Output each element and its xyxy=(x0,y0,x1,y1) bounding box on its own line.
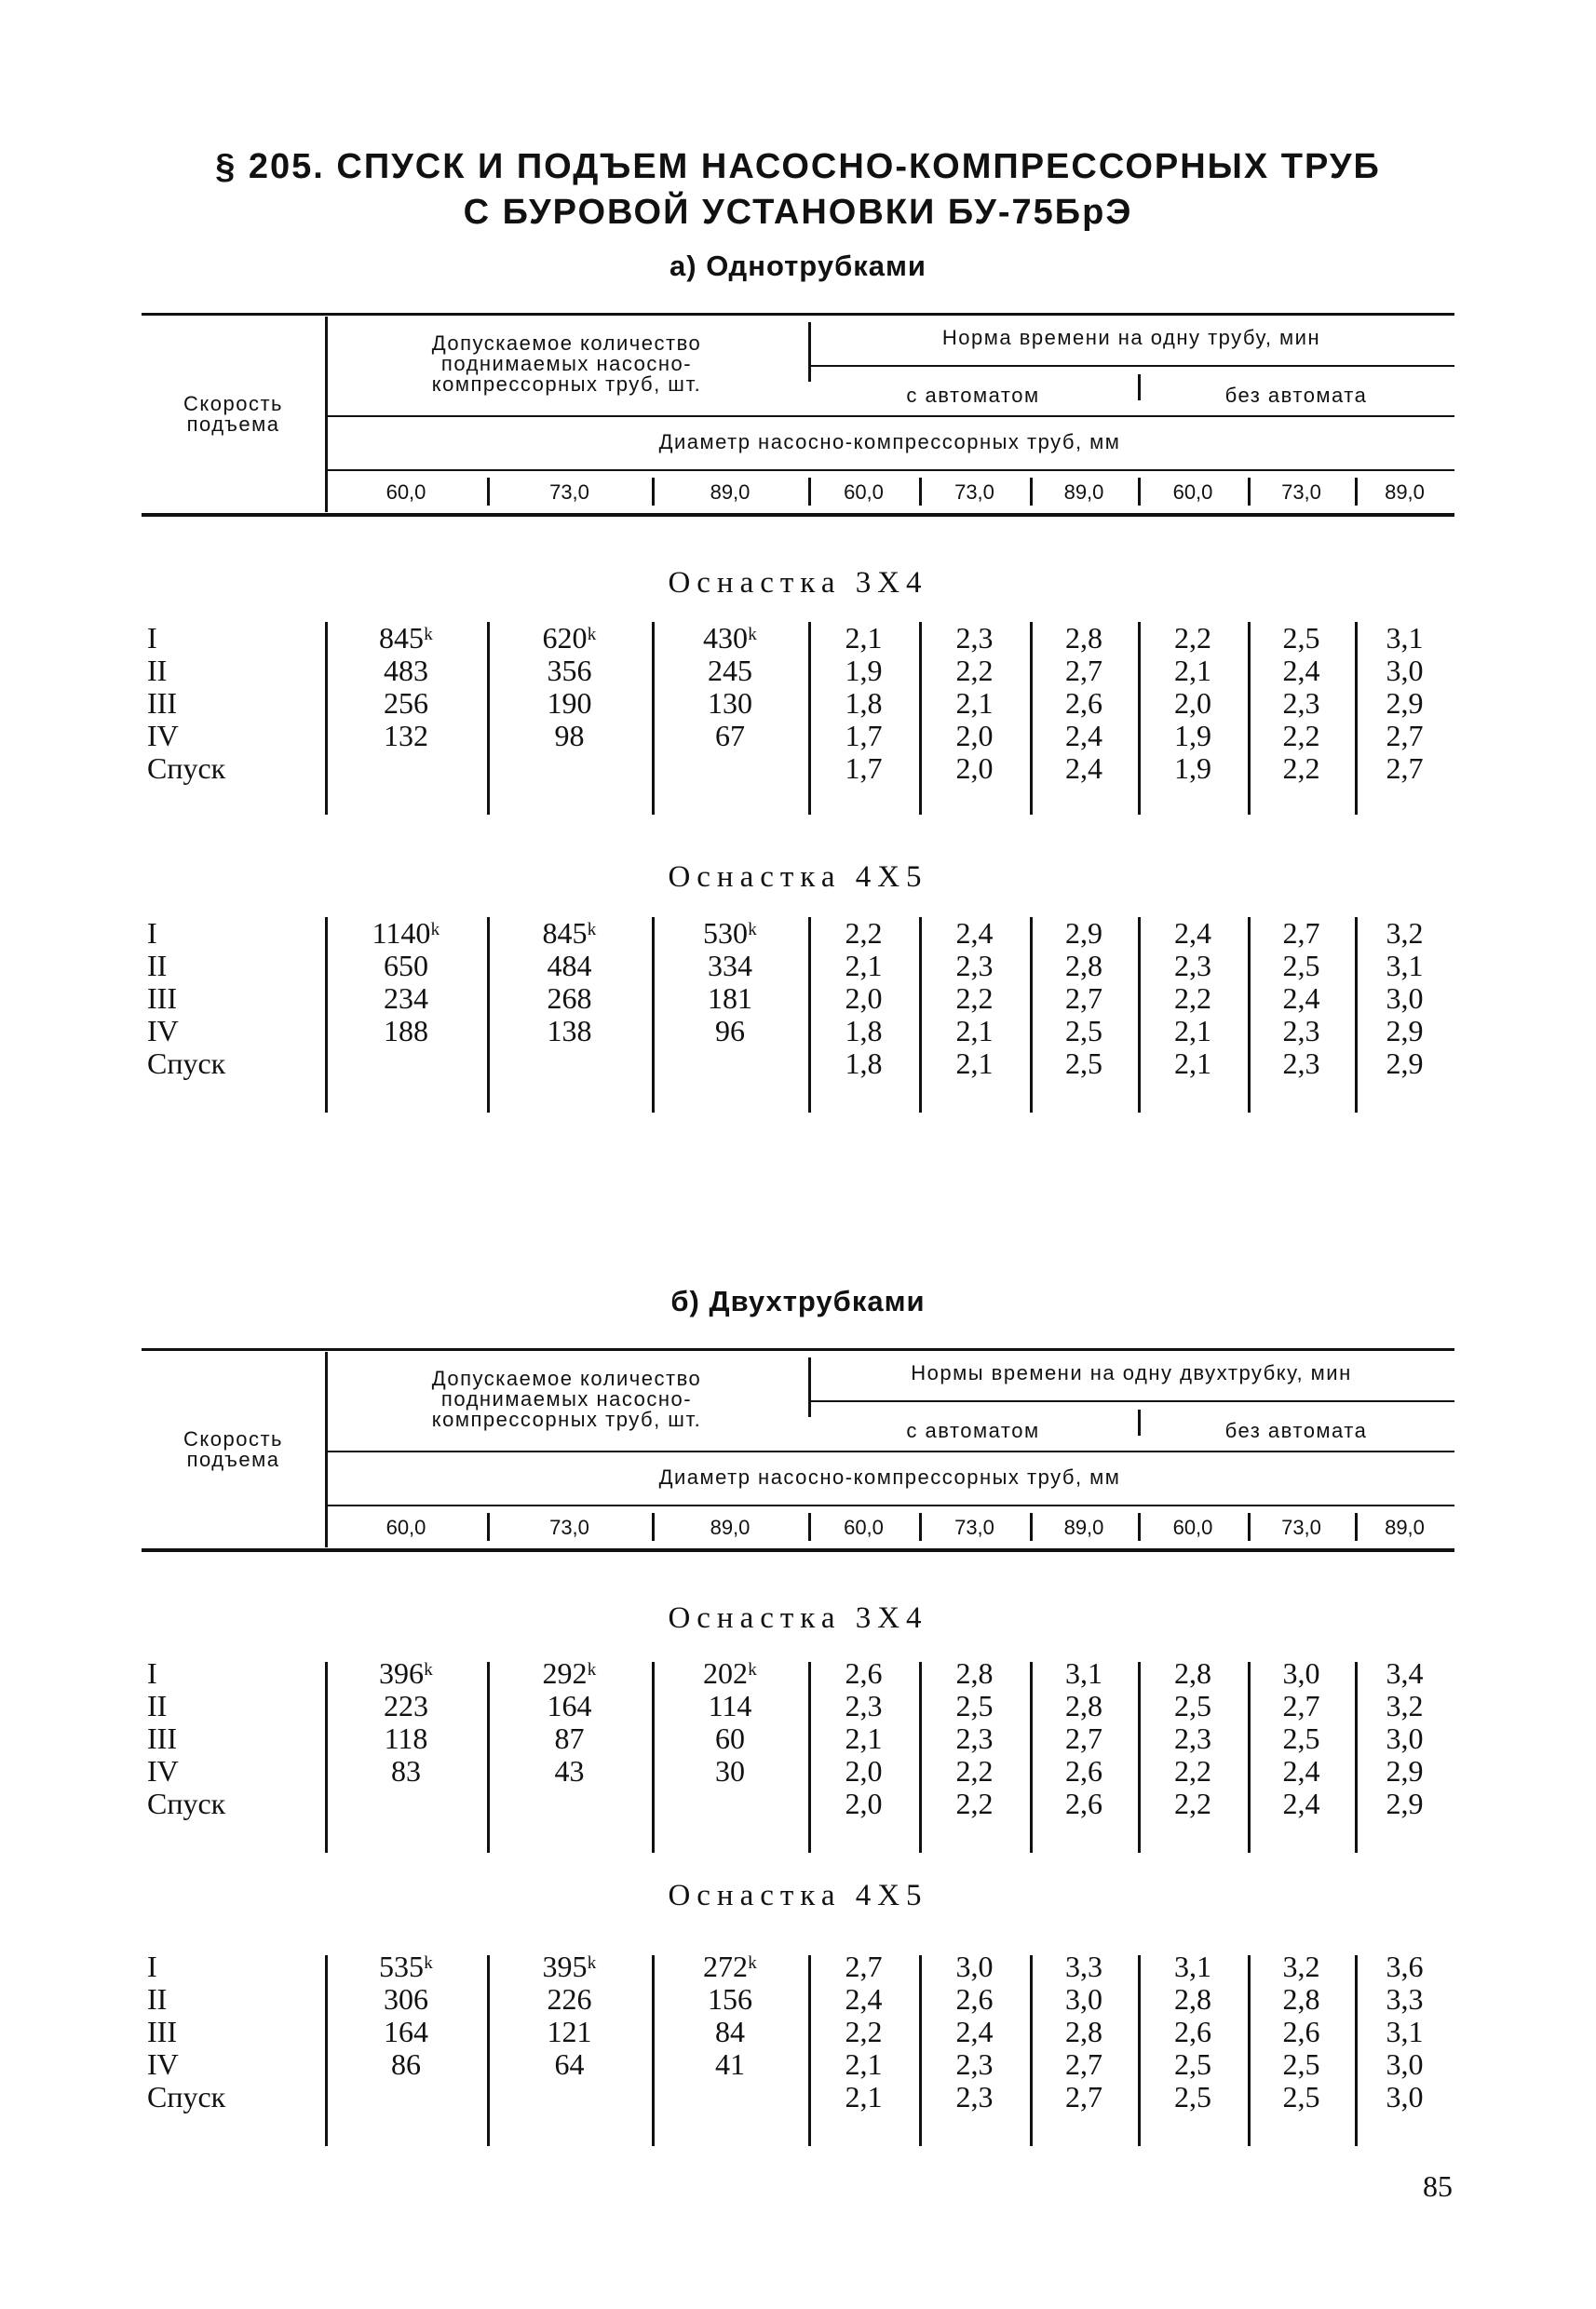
data-cell: 3,1 xyxy=(1386,2015,1424,2048)
header-norm: Норма времени на одну трубу, мин xyxy=(941,326,1321,349)
header-with-auto: с автоматом xyxy=(906,1419,1040,1442)
data-cell: 292ᵏ xyxy=(542,1656,597,1690)
section-title: Оснастка 4X5 xyxy=(668,1879,928,1912)
header-norm: Нормы времени на одну двухтрубку, мин xyxy=(911,1361,1352,1384)
data-cell: 845ᵏ xyxy=(542,916,597,950)
header-sub-rule xyxy=(325,415,1454,417)
data-cell: 3,0 xyxy=(1065,1982,1102,2016)
header-top-rule xyxy=(142,313,1454,316)
data-cell: 3,1 xyxy=(1386,621,1424,655)
data-cell: 3,3 xyxy=(1386,1982,1424,2016)
data-cell: 2,4 xyxy=(955,2015,994,2048)
data-cell: 2,3 xyxy=(1174,1722,1211,1755)
data-cell: 1,9 xyxy=(1174,751,1211,785)
header-diameter: Диаметр насосно-компрессорных труб, мм xyxy=(658,1465,1121,1489)
data-cell: 41 xyxy=(715,2047,745,2081)
data-cell: 3,4 xyxy=(1386,1656,1424,1690)
data-cell: 2,5 xyxy=(1174,1689,1211,1722)
data-cell: 2,7 xyxy=(1065,654,1102,687)
data-cell: 2,5 xyxy=(1174,2047,1211,2081)
data-cell: 2,7 xyxy=(1386,751,1424,785)
header-diameter-value: 89,0 xyxy=(710,480,751,504)
header-diameter-value: 89,0 xyxy=(710,1516,751,1539)
data-cell: 83 xyxy=(391,1754,421,1788)
data-cell: 430ᵏ xyxy=(702,621,758,655)
row-label: Спуск xyxy=(147,1046,226,1080)
section-title: Оснастка 3X4 xyxy=(668,566,928,600)
data-cell: 226 xyxy=(547,1982,592,2016)
data-cell: 2,1 xyxy=(1174,1046,1211,1080)
data-cell: 2,8 xyxy=(955,1656,994,1690)
data-cell: 2,5 xyxy=(1282,2047,1320,2081)
header-sub-rule xyxy=(325,1451,1454,1452)
header-speed: Скорость xyxy=(183,1427,283,1451)
header-diameter-value: 73,0 xyxy=(549,1516,589,1539)
data-cell: 202ᵏ xyxy=(702,1656,758,1690)
data-cell: 2,5 xyxy=(1282,949,1320,982)
data-cell: 3,0 xyxy=(1386,2047,1424,2081)
data-cell: 3,0 xyxy=(1386,654,1424,687)
data-cell: 2,1 xyxy=(845,2080,883,2113)
data-cell: 2,4 xyxy=(1282,1787,1320,1820)
data-cell: 2,3 xyxy=(1282,1046,1320,1080)
data-cell: 2,1 xyxy=(845,1722,883,1755)
data-cell: 2,0 xyxy=(955,719,994,752)
data-cell: 306 xyxy=(384,1982,428,2016)
data-cell: 2,8 xyxy=(1065,1689,1102,1722)
data-cell: 2,5 xyxy=(1282,621,1320,655)
header-sub-rule xyxy=(325,469,1454,471)
data-cell: 2,9 xyxy=(1386,1014,1424,1047)
header-sub-rule xyxy=(808,1400,1454,1402)
header-allowed: Допускаемое количество xyxy=(431,1367,702,1390)
data-cell: 2,4 xyxy=(845,1982,883,2016)
row-label: III xyxy=(147,686,177,720)
row-label: III xyxy=(147,981,177,1015)
row-label: II xyxy=(147,1982,168,2016)
data-cell: 2,8 xyxy=(1174,1656,1211,1690)
data-cell: 2,2 xyxy=(845,916,883,950)
row-label: II xyxy=(147,949,168,982)
header-diameter-value: 60,0 xyxy=(385,1516,426,1539)
data-cell: 2,1 xyxy=(1174,654,1211,687)
data-cell: 1,8 xyxy=(845,686,883,720)
data-cell: 396ᵏ xyxy=(378,1656,434,1690)
data-cell: 2,1 xyxy=(955,1014,994,1047)
data-cell: 2,6 xyxy=(1065,1754,1102,1788)
data-cell: 164 xyxy=(384,2015,428,2048)
row-label: II xyxy=(147,654,168,687)
data-cell: 2,2 xyxy=(955,1787,994,1820)
data-cell: 2,3 xyxy=(955,621,994,655)
data-cell: 60 xyxy=(715,1722,745,1755)
data-cell: 2,7 xyxy=(1065,981,1102,1015)
data-cell: 3,0 xyxy=(1282,1656,1320,1690)
header-allowed: компрессорных труб, шт. xyxy=(431,372,702,396)
data-cell: 84 xyxy=(715,2015,745,2048)
header-diameter-value: 73,0 xyxy=(549,480,589,504)
data-cell: 2,2 xyxy=(955,981,994,1015)
data-cell: 2,2 xyxy=(1282,751,1320,785)
header-bottom-rule xyxy=(142,513,1454,517)
data-cell: 132 xyxy=(384,719,428,752)
data-cell: 2,6 xyxy=(1174,2015,1211,2048)
data-cell: 2,1 xyxy=(845,949,883,982)
data-cell: 3,1 xyxy=(1065,1656,1102,1690)
data-cell: 395ᵏ xyxy=(542,1950,597,1983)
data-cell: 118 xyxy=(384,1722,428,1755)
data-cell: 484 xyxy=(547,949,592,982)
data-cell: 3,2 xyxy=(1386,1689,1424,1722)
data-cell: 845ᵏ xyxy=(378,621,434,655)
data-cell: 530ᵏ xyxy=(702,916,758,950)
data-cell: 2,3 xyxy=(955,2080,994,2113)
data-cell: 164 xyxy=(547,1689,592,1722)
data-cell: 3,1 xyxy=(1174,1950,1211,1983)
data-cell: 2,7 xyxy=(1282,916,1320,950)
data-cell: 2,0 xyxy=(845,981,883,1015)
data-cell: 2,6 xyxy=(845,1656,883,1690)
data-cell: 2,9 xyxy=(1386,1046,1424,1080)
data-cell: 1140ᵏ xyxy=(372,916,440,950)
data-cell: 483 xyxy=(384,654,428,687)
data-cell: 2,7 xyxy=(845,1950,883,1983)
data-cell: 2,7 xyxy=(1065,2047,1102,2081)
data-cell: 98 xyxy=(554,719,585,752)
data-cell: 2,9 xyxy=(1065,916,1102,950)
data-cell: 1,9 xyxy=(1174,719,1211,752)
data-cell: 2,8 xyxy=(1282,1982,1320,2016)
data-cell: 3,2 xyxy=(1386,916,1424,950)
header-without-auto: без автомата xyxy=(1224,1419,1368,1442)
section-title: Оснастка 4X5 xyxy=(668,860,928,894)
data-cell: 268 xyxy=(547,981,592,1015)
data-cell: 2,8 xyxy=(1174,1982,1211,2016)
data-cell: 1,8 xyxy=(845,1046,883,1080)
data-cell: 156 xyxy=(708,1982,752,2016)
data-cell: 2,6 xyxy=(1065,1787,1102,1820)
table-subtitle: б) Двухтрубками xyxy=(670,1285,926,1317)
row-label: IV xyxy=(147,2047,179,2081)
data-cell: 2,3 xyxy=(955,1722,994,1755)
data-cell: 3,6 xyxy=(1386,1950,1424,1983)
data-cell: 535ᵏ xyxy=(378,1950,434,1983)
data-cell: 2,5 xyxy=(955,1689,994,1722)
data-cell: 2,1 xyxy=(955,686,994,720)
data-cell: 2,0 xyxy=(955,751,994,785)
row-label: IV xyxy=(147,1754,179,1788)
data-cell: 3,2 xyxy=(1282,1950,1320,1983)
header-sub-rule xyxy=(808,365,1454,367)
header-top-rule xyxy=(142,1348,1454,1351)
header-diameter-value: 60,0 xyxy=(844,1516,884,1539)
header-speed: подъема xyxy=(186,412,280,436)
header-diameter-value: 60,0 xyxy=(844,480,884,504)
data-cell: 2,0 xyxy=(1174,686,1211,720)
page-number: 85 xyxy=(1423,2169,1453,2203)
data-cell: 2,8 xyxy=(1065,621,1102,655)
header-diameter-value: 73,0 xyxy=(954,1516,994,1539)
data-cell: 2,3 xyxy=(1174,949,1211,982)
data-cell: 2,1 xyxy=(845,2047,883,2081)
data-cell: 87 xyxy=(554,1722,585,1755)
data-cell: 2,1 xyxy=(1174,1014,1211,1047)
row-label: I xyxy=(147,1950,157,1983)
data-cell: 356 xyxy=(547,654,592,687)
header-bottom-rule xyxy=(142,1548,1454,1552)
data-cell: 2,2 xyxy=(1282,719,1320,752)
data-cell: 2,5 xyxy=(1282,1722,1320,1755)
header-speed: подъема xyxy=(186,1448,280,1471)
data-cell: 2,7 xyxy=(1386,719,1424,752)
header-allowed: компрессорных труб, шт. xyxy=(431,1408,702,1431)
data-cell: 1,8 xyxy=(845,1014,883,1047)
data-cell: 1,7 xyxy=(845,719,883,752)
data-cell: 2,0 xyxy=(845,1787,883,1820)
data-cell: 2,9 xyxy=(1386,686,1424,720)
data-cell: 256 xyxy=(384,686,428,720)
header-diameter-value: 60,0 xyxy=(1172,480,1213,504)
data-cell: 223 xyxy=(384,1689,428,1722)
data-cell: 86 xyxy=(391,2047,421,2081)
data-cell: 2,7 xyxy=(1065,2080,1102,2113)
data-cell: 272ᵏ xyxy=(702,1950,758,1983)
page-title-line2: С БУРОВОЙ УСТАНОВКИ БУ-75БрЭ xyxy=(463,193,1133,232)
header-diameter-value: 73,0 xyxy=(954,480,994,504)
header-speed: Скорость xyxy=(183,392,283,415)
data-cell: 2,1 xyxy=(955,1046,994,1080)
data-cell: 2,5 xyxy=(1065,1014,1102,1047)
data-cell: 2,3 xyxy=(955,2047,994,2081)
data-cell: 2,4 xyxy=(1282,1754,1320,1788)
section-title: Оснастка 3X4 xyxy=(668,1601,928,1635)
data-cell: 234 xyxy=(384,981,428,1015)
data-cell: 2,9 xyxy=(1386,1754,1424,1788)
data-cell: 3,1 xyxy=(1386,949,1424,982)
row-label: IV xyxy=(147,1014,179,1047)
data-cell: 2,2 xyxy=(1174,1754,1211,1788)
data-cell: 3,0 xyxy=(955,1950,994,1983)
data-cell: 2,2 xyxy=(845,2015,883,2048)
data-cell: 2,2 xyxy=(955,654,994,687)
data-cell: 114 xyxy=(708,1689,752,1722)
table-subtitle: а) Однотрубками xyxy=(670,250,926,282)
data-cell: 2,4 xyxy=(1282,654,1320,687)
header-allowed: поднимаемых насосно- xyxy=(440,352,693,375)
header-diameter-value: 89,0 xyxy=(1385,480,1425,504)
data-cell: 2,5 xyxy=(1065,1046,1102,1080)
data-cell: 130 xyxy=(708,686,752,720)
header-diameter-value: 89,0 xyxy=(1063,1516,1104,1539)
data-cell: 2,4 xyxy=(1065,751,1102,785)
row-label: III xyxy=(147,1722,177,1755)
header-without-auto: без автомата xyxy=(1224,384,1368,407)
data-cell: 2,4 xyxy=(1282,981,1320,1015)
data-cell: 43 xyxy=(554,1754,585,1788)
header-diameter-value: 60,0 xyxy=(1172,1516,1213,1539)
data-cell: 3,0 xyxy=(1386,981,1424,1015)
header-with-auto: с автоматом xyxy=(906,384,1040,407)
row-label: I xyxy=(147,916,157,950)
data-cell: 1,9 xyxy=(845,654,883,687)
data-cell: 2,3 xyxy=(845,1689,883,1722)
data-cell: 181 xyxy=(708,981,752,1015)
data-cell: 2,2 xyxy=(955,1754,994,1788)
data-cell: 2,7 xyxy=(1065,1722,1102,1755)
data-cell: 2,2 xyxy=(1174,621,1211,655)
row-label: II xyxy=(147,1689,168,1722)
data-cell: 2,4 xyxy=(1065,719,1102,752)
data-cell: 2,3 xyxy=(1282,686,1320,720)
data-cell: 2,7 xyxy=(1282,1689,1320,1722)
data-cell: 64 xyxy=(554,2047,585,2081)
data-cell: 2,9 xyxy=(1386,1787,1424,1820)
data-cell: 2,6 xyxy=(1065,686,1102,720)
data-cell: 2,8 xyxy=(1065,2015,1102,2048)
data-cell: 121 xyxy=(547,2015,592,2048)
data-cell: 2,2 xyxy=(1174,1787,1211,1820)
data-cell: 2,8 xyxy=(1065,949,1102,982)
data-cell: 2,4 xyxy=(1174,916,1211,950)
header-diameter-value: 89,0 xyxy=(1063,480,1104,504)
header-diameter-value: 89,0 xyxy=(1385,1516,1425,1539)
data-cell: 2,2 xyxy=(1174,981,1211,1015)
data-cell: 2,6 xyxy=(1282,2015,1320,2048)
data-cell: 2,4 xyxy=(955,916,994,950)
row-label: IV xyxy=(147,719,179,752)
row-label: I xyxy=(147,621,157,655)
row-label: Спуск xyxy=(147,751,226,785)
header-diameter-value: 60,0 xyxy=(385,480,426,504)
data-cell: 1,7 xyxy=(845,751,883,785)
header-allowed: поднимаемых насосно- xyxy=(440,1387,693,1411)
header-diameter: Диаметр насосно-компрессорных труб, мм xyxy=(658,430,1121,453)
data-cell: 2,5 xyxy=(1282,2080,1320,2113)
data-cell: 190 xyxy=(547,686,592,720)
data-cell: 620ᵏ xyxy=(542,621,597,655)
data-cell: 3,0 xyxy=(1386,2080,1424,2113)
header-diameter-value: 73,0 xyxy=(1281,480,1321,504)
data-cell: 650 xyxy=(384,949,428,982)
row-label: Спуск xyxy=(147,2080,226,2113)
data-cell: 2,1 xyxy=(845,621,883,655)
data-cell: 2,3 xyxy=(955,949,994,982)
header-sub-rule xyxy=(325,1505,1454,1506)
header-diameter-value: 73,0 xyxy=(1281,1516,1321,1539)
data-cell: 138 xyxy=(547,1014,592,1047)
data-cell: 2,6 xyxy=(955,1982,994,2016)
data-cell: 30 xyxy=(715,1754,745,1788)
data-cell: 245 xyxy=(708,654,752,687)
data-cell: 188 xyxy=(384,1014,428,1047)
data-cell: 2,5 xyxy=(1174,2080,1211,2113)
data-cell: 2,0 xyxy=(845,1754,883,1788)
header-allowed: Допускаемое количество xyxy=(431,331,702,355)
row-label: I xyxy=(147,1656,157,1690)
data-cell: 96 xyxy=(715,1014,745,1047)
data-cell: 67 xyxy=(715,719,745,752)
data-cell: 334 xyxy=(708,949,752,982)
data-cell: 3,3 xyxy=(1065,1950,1102,1983)
data-cell: 2,3 xyxy=(1282,1014,1320,1047)
page-title-line1: § 205. СПУСК И ПОДЪЕМ НАСОСНО-КОМПРЕССОРНЫХ ТРУБ xyxy=(215,147,1381,186)
data-cell: 3,0 xyxy=(1386,1722,1424,1755)
row-label: III xyxy=(147,2015,177,2048)
row-label: Спуск xyxy=(147,1787,226,1820)
